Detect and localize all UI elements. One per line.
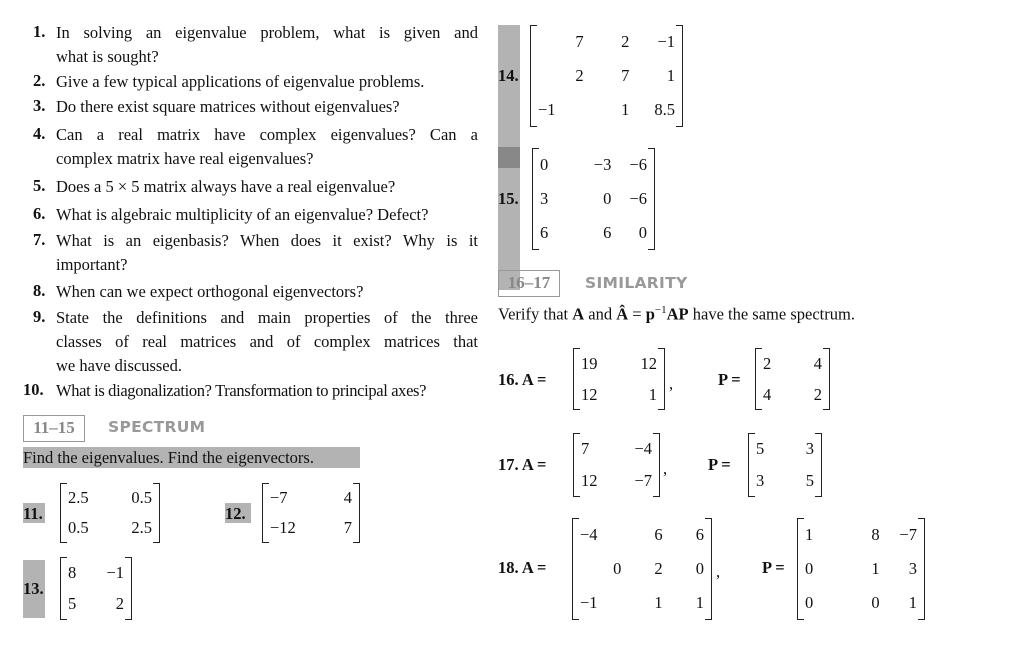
matrix-entry: 3 [805,439,814,458]
question-text: what is sought? [56,47,159,66]
matrix-entry: 7 [575,32,584,51]
question-number: 1. [33,22,46,41]
right-bracket [823,348,830,410]
text: p [645,304,655,324]
matrix-entry: 4 [813,353,822,373]
question-number: 5. [33,176,46,195]
matrix-entry: 6 [540,223,549,242]
question-text: When can we expect orthogonal eigenvectors? [56,282,364,301]
matrix-entry: 0.5 [68,518,89,537]
matrix-entry: 6 [603,223,612,242]
matrix-entry: −3 [593,155,612,174]
matrix-entry: 12 [581,384,598,404]
problem-label: 16. A = [498,370,547,389]
matrix-entry: 1 [871,559,880,578]
matrix [748,433,822,497]
matrix-entry: 0 [638,223,647,242]
p-label: P = [718,370,741,389]
problem-label: 17. A = [498,455,547,474]
matrix [755,348,830,410]
question-text: important? [56,255,128,274]
matrix-entry: 0 [695,559,704,578]
question-number: 4. [33,124,46,143]
comma: , [663,459,668,478]
matrix [60,557,132,620]
right-bracket [153,483,160,543]
matrix-entry: 7 [621,66,630,85]
text: and [584,304,617,324]
matrix-entry: 12 [581,471,598,490]
p-label: P = [762,558,785,577]
matrix-entry: 1 [805,525,814,544]
comma: , [669,374,674,393]
right-bracket [648,148,655,250]
right-bracket [125,557,132,620]
matrix-entry: 2.5 [131,518,152,537]
left-bracket [532,148,539,250]
text: A [572,304,585,324]
question-text: complex matrix have real eigenvalues? [56,149,314,168]
matrix-entry: 1 [648,384,657,404]
matrix-entry: 2 [654,559,663,578]
matrix-entry: −1 [538,100,556,119]
matrix-entry: 2 [621,32,630,51]
matrix-entry: 5 [805,471,814,490]
matrix-entry: −6 [629,155,647,174]
matrix [573,433,660,497]
section-title-similarity: SIMILARITY [585,274,688,292]
question-number: 8. [33,281,46,300]
matrix-entry: −1 [106,562,124,582]
problem-label: 11. [23,503,45,523]
left-bracket [530,25,537,127]
matrix-entry: 8.5 [654,100,675,119]
matrix [532,148,655,250]
question-text: What is an eigenbasis? When does it exist? Why is it [56,231,478,250]
question-item [23,380,468,404]
matrix [530,25,683,127]
left-bracket [60,483,67,543]
matrix-entry: −12 [270,518,296,537]
matrix-entry: 1 [695,593,704,612]
left-bracket [262,483,269,543]
matrix-entry: −4 [580,525,598,544]
spectrum-instruction: Find the eigenvalues. Find the eigenvectors. [23,447,360,468]
left-bracket [573,348,580,410]
question-text: Give a few typical applications of eigenvalue problems. [56,72,425,91]
matrix-entry: 6 [695,525,704,544]
matrix-entry: 1 [621,100,630,119]
question-item [33,71,478,95]
matrix-entry: 3 [756,471,765,490]
question-number: 6. [33,204,46,223]
text: have the same spectrum. [688,304,855,324]
matrix-entry: 2.5 [68,488,89,507]
matrix-entry: 19 [581,353,598,373]
question-item [33,22,478,70]
matrix-entry: 0 [805,559,814,578]
similarity-instruction [498,304,855,325]
matrix-entry: 2 [115,594,124,614]
right-bracket [653,433,660,497]
matrix-entry: 0 [871,593,880,612]
left-bracket [748,433,755,497]
p-label: P = [708,455,731,474]
question-number: 7. [33,230,46,249]
matrix-entry: 3 [908,559,917,578]
matrix-entry: 6 [654,525,663,544]
question-text: classes of real matrices and of complex matrices that [56,332,478,351]
matrix-entry: 1 [666,66,675,85]
matrix-entry: 0 [540,155,549,174]
matrix [262,483,360,543]
problem-label: 18. A = [498,558,547,577]
question-text: Do there exist square matrices without eigenvalues? [56,97,400,116]
matrix-entry: −4 [634,439,652,458]
question-number: 3. [33,96,46,115]
problem-label: 12. [225,503,251,523]
question-item [33,204,478,228]
question-text: What is algebraic multiplicity of an eigenvalue? Defect? [56,205,429,224]
left-bracket [755,348,762,410]
right-bracket [918,518,925,620]
section-range-similarity: 16–17 [498,270,560,297]
question-item [33,176,478,200]
matrix-entry: 12 [640,353,657,373]
matrix-entry: −7 [270,488,288,507]
question-text: In solving an eigenvalue problem, what is given and [56,23,478,42]
text: AP [666,304,689,324]
text: −1 [654,304,667,316]
matrix-entry: 4 [763,384,772,404]
matrix-entry: −1 [580,593,598,612]
left-bracket [573,433,580,497]
matrix-entry: 2 [813,384,822,404]
matrix-entry: 0 [603,189,612,208]
matrix [797,518,925,620]
section-title-spectrum: SPECTRUM [108,418,206,436]
matrix-entry: 0.5 [131,488,152,507]
text: Verify that [498,304,573,324]
question-number: 2. [33,71,46,90]
question-text: Does a 5 × 5 matrix always have a real eigenvalue? [56,177,396,196]
matrix-entry: 7 [581,439,590,458]
text: Â [616,304,629,324]
problem-label: 15. [498,189,519,208]
left-bracket [572,518,579,620]
matrix [60,483,160,543]
question-item [33,281,478,305]
right-bracket [353,483,360,543]
section-range-spectrum: 11–15 [23,415,85,442]
matrix-entry: −7 [899,525,917,544]
question-text: we have discussed. [56,356,183,375]
matrix-entry: −1 [657,32,675,51]
margin-highlight-block [498,147,520,168]
right-bracket [705,518,712,620]
question-item [33,124,478,172]
problem-label: 14. [498,66,519,85]
matrix-entry: 3 [540,189,549,208]
question-text: What is diagonalization? Transformation to principal axes? [56,381,427,400]
matrix-entry: 8 [68,562,77,582]
matrix-entry: 1 [654,593,663,612]
question-number: 9. [33,307,46,326]
matrix-entry: −6 [629,189,647,208]
matrix [572,518,712,620]
question-item [33,307,478,379]
comma: , [716,562,721,581]
question-text: Can a real matrix have complex eigenvalues? Can a [56,125,478,144]
matrix-entry: 1 [908,593,917,612]
matrix-entry: 7 [343,518,352,537]
left-bracket [797,518,804,620]
matrix-entry: 2 [575,66,584,85]
matrix-entry: 4 [343,488,352,507]
right-bracket [676,25,683,127]
matrix-entry: 2 [763,353,772,373]
matrix-entry: 0 [805,593,814,612]
matrix-entry: −7 [634,471,652,490]
matrix-entry: 8 [871,525,880,544]
right-bracket [815,433,822,497]
question-item [33,230,478,278]
right-bracket [658,348,665,410]
matrix-entry: 5 [68,594,77,614]
matrix-entry: 0 [613,559,622,578]
left-bracket [60,557,67,620]
question-text: State the definitions and main properties of the three [56,308,478,327]
text: = [628,304,646,324]
problem-label: 13. [23,560,45,618]
matrix-entry: 5 [756,439,765,458]
question-number: 10. [23,380,44,399]
question-item [33,96,478,120]
matrix [573,348,665,410]
